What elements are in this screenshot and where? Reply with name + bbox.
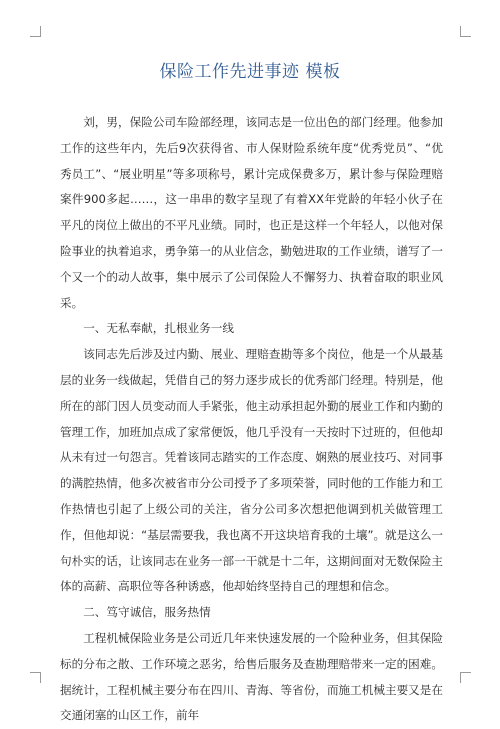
document-body xyxy=(60,110,443,729)
section-heading-2: 二、笃守诚信，服务热情 xyxy=(83,605,211,620)
paragraph-section-1: 该同志先后涉及过内勤、展业、理赔查勘等多个岗位，他是一个从最基层的业务一线做起，凭借自己的努力逐步成长的优秀部门经理。特别是，他所在的部门因人员变动而人手紧张，他主动承担起外勤的展业工作和内勤的管理工作，加班加点成了家常便饭，他几乎没有一天按时下过班的，但他却从未有过一句怨言。凭着该同志踏实的工作态度、娴熟的展业技巧、对同事的满腔热情，他多次被省市分公司授予了多项荣誉，同时他的工作能力和工作热情也引起了上级公司的关注，省分公司多次想把他调到机关做管理工作，但他却说：“基层需要我，我也离不开这块培育我的土壤”。就是这么一句朴实的话，让该同志在业务一部一干就是十二年，这期间面对无数保险主体的高薪、高职位等各种诱惑，他却始终坚持自己的理想和信念。 xyxy=(60,347,444,594)
crop-mark-top-left xyxy=(30,26,41,37)
crop-mark-bottom-left xyxy=(30,672,41,683)
paragraph-intro: 刘，男，保险公司车险部经理，该同志是一位出色的部门经理。他参加工作的这些年内，先后9次获得省、市人保财险系统年度“优秀党员”、“优秀员工”、“展业明星”等多项称号，累计完成保费多万，累计参与保险理赔案件900多起……，这一串串的数字呈现了有着XX年党龄的年轻小伙子在平凡的岗位上做出的不平凡业绩。同时，也正是这样一个年轻人，以他对保险事业的执着追求，勇争第一的从业信念，勤勉进取的工作业绩，谱写了一个又一个的动人故事，集中展示了公司保险人不懈努力、执着奋取的职业风采。 xyxy=(60,115,443,310)
document-title: 保险工作先进事迹 模板 xyxy=(159,62,341,82)
crop-mark-bottom-right xyxy=(460,672,471,683)
section-heading-1: 一、无私奉献，扎根业务一线 xyxy=(83,321,234,336)
paragraph-section-2: 工程机械保险业务是公司近几年来快速发展的一个险种业务，但其保险标的分布之散、工作环境之恶劣，给售后服务及查勘理赔带来一定的困难。据统计，工程机械主要分布在四川、青海、等省份，而施工机械主要又是在交通闭塞的山区工作，前年 xyxy=(60,630,443,723)
crop-mark-top-right xyxy=(460,26,471,37)
